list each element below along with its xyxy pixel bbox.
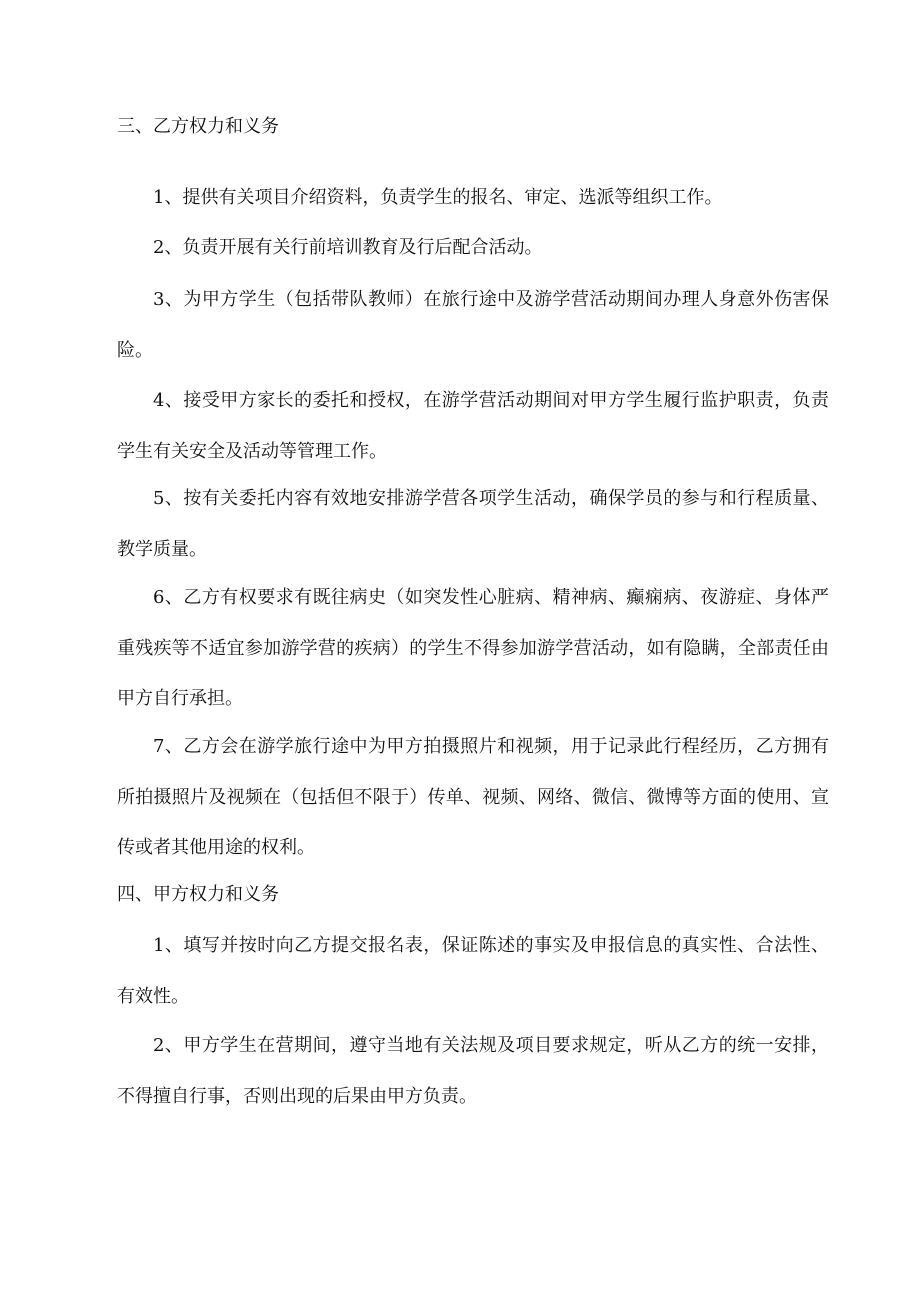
section-heading-3: 三、乙方权力和义务 [117, 116, 279, 137]
section3-item-4: 4、接受甲方家长的委托和授权，在游学营活动期间对甲方学生履行监护职责，负责学生有关安全及活动等管理工作。 [117, 390, 829, 462]
section3-item-6: 6、乙方有权要求有既往病史（如突发性心脏病、精神病、癫痫病、夜游症、身体严重残疾等不适宜参加游学营的疾病）的学生不得参加游学营活动，如有隐瞒，全部责任由甲方自行承担。 [117, 587, 829, 709]
section3-item-7: 7、乙方会在游学旅行途中为甲方拍摄照片和视频，用于记录此行程经历，乙方拥有所拍摄照片及视频在（包括但不限于）传单、视频、网络、微信、微博等方面的使用、宣传或者其他用途的权利。 [117, 736, 829, 858]
section4-item-2: 2、甲方学生在营期间，遵守当地有关法规及项目要求规定，听从乙方的统一安排，不得擅自行事，否则出现的后果由甲方负责。 [117, 1035, 829, 1107]
section3-item-3: 3、为甲方学生（包括带队教师）在旅行途中及游学营活动期间办理人身意外伤害保险。 [117, 289, 829, 361]
section3-item-1: 1、提供有关项目介绍资料，负责学生的报名、审定、选派等组织工作。 [153, 187, 723, 208]
section3-item-5: 5、按有关委托内容有效地安排游学营各项学生活动，确保学员的参与和行程质量、教学质量。 [117, 488, 829, 560]
section-heading-4: 四、甲方权力和义务 [117, 884, 279, 905]
section4-item-1: 1、填写并按时向乙方提交报名表，保证陈述的事实及申报信息的真实性、合法性、有效性。 [117, 935, 829, 1007]
section3-item-2: 2、负责开展有关行前培训教育及行后配合活动。 [153, 237, 543, 258]
